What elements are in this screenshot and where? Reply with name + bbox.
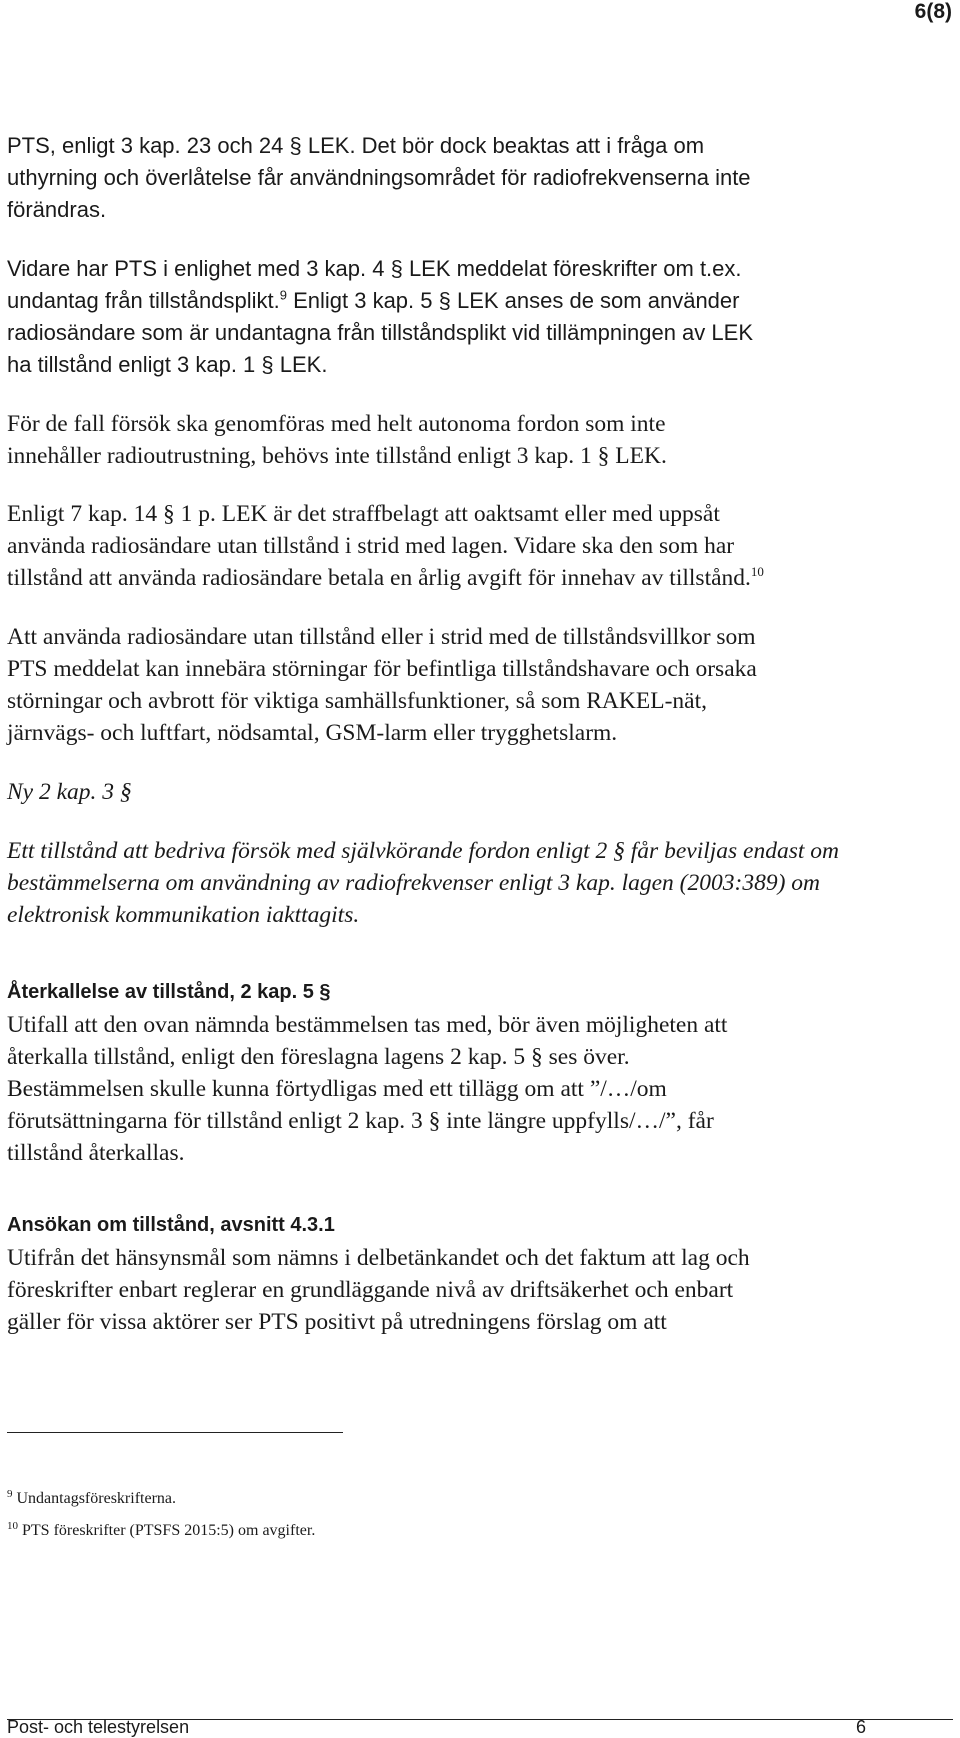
text-line: järnvägs- och luftfart, nödsamtal, GSM-larm eller trygghetslarm. <box>7 720 618 746</box>
paragraph-9 <box>7 1242 907 1338</box>
text-line: Vidare har PTS i enlighet med 3 kap. 4 § LEK meddelat föreskrifter om t.ex. <box>7 256 742 281</box>
footnote-ref-9[interactable]: 9 <box>279 287 287 303</box>
footnote-10 <box>7 1515 315 1547</box>
footnote-number: 9 <box>7 1487 13 1500</box>
paragraph-4 <box>7 498 907 594</box>
text-segment: tillstånd att använda radiosändare betala en årlig avgift för innehav av tillstånd. <box>7 565 751 591</box>
footnote-divider <box>7 1432 343 1433</box>
text-line: PTS meddelat kan innebära störningar för befintliga tillståndshavare och orsaka <box>7 656 757 682</box>
text-segment: Enligt 3 kap. 5 § LEK anses de som använder <box>286 288 740 313</box>
text-line: återkalla tillstånd, enligt den föreslagna lagens 2 kap. 5 § ses över. <box>7 1044 630 1070</box>
text-line: använda radiosändare utan tillstånd i strid med lagen. Vidare ska den som har <box>7 533 735 559</box>
paragraph-2 <box>7 253 907 381</box>
text-line: Utifrån det hänsynsmål som nämns i delbetänkandet och det faktum att lag och <box>7 1245 750 1271</box>
text-line: förändras. <box>7 197 107 222</box>
footer-organization: Post- och telestyrelsen <box>7 1717 190 1737</box>
text-line: förutsättningarna för tillstånd enligt 2 kap. 3 § inte längre uppfylls/…/”, får <box>7 1108 714 1134</box>
text-line: Ett tillstånd att bedriva försök med självkörande fordon enligt 2 § får beviljas endast om <box>7 838 840 864</box>
text-line: Utifall att den ovan nämnda bestämmelsen tas med, bör även möjligheten att <box>7 1012 728 1038</box>
paragraph-3 <box>7 408 907 472</box>
footnote-text: PTS föreskrifter (PTSFS 2015:5) om avgifter. <box>22 1522 316 1539</box>
document-body <box>7 130 907 1338</box>
paragraph-5 <box>7 621 907 749</box>
footnote-number: 10 <box>7 1519 18 1532</box>
text-line: gäller för vissa aktörer ser PTS positivt på utredningens förslag om att <box>7 1309 667 1335</box>
footnotes <box>7 1483 315 1547</box>
text-segment: undantag från tillståndsplikt. <box>7 288 280 313</box>
text-line: föreskrifter enbart reglerar en grundläggande nivå av driftsäkerhet och enbart <box>7 1277 734 1303</box>
text-line <box>7 562 907 594</box>
text-line: bestämmelserna om användning av radiofrekvenser enligt 3 kap. lagen (2003:389) om <box>7 870 820 896</box>
footnote-text: Undantagsföreskrifterna. <box>16 1490 176 1507</box>
text-line: Enligt 7 kap. 14 § 1 p. LEK är det straffbelagt att oaktsamt eller med uppsåt <box>7 501 720 527</box>
footer-page-number: 6 <box>856 1717 867 1737</box>
proposed-section-title: Ny 2 kap. 3 § <box>7 779 132 805</box>
section-heading-revocation: Återkallelse av tillstånd, 2 kap. 5 § <box>7 981 331 1003</box>
text-line: uthyrning och överlåtelse får användningsområdet för radiofrekvenserna inte <box>7 165 751 190</box>
text-line: PTS, enligt 3 kap. 23 och 24 § LEK. Det bör dock beaktas att i fråga om <box>7 133 705 158</box>
text-line: radiosändare som är undantagna från tillståndsplikt vid tillämpningen av LEK <box>7 320 753 345</box>
text-line: Bestämmelsen skulle kunna förtydligas med ett tillägg om att ”/…/om <box>7 1076 667 1102</box>
proposed-section-text <box>7 835 907 931</box>
footnote-ref-10[interactable]: 10 <box>750 564 764 580</box>
paragraph-8 <box>7 1009 907 1169</box>
section-heading-application: Ansökan om tillstånd, avsnitt 4.3.1 <box>7 1214 335 1236</box>
page-number: 6(8) <box>914 0 952 23</box>
text-line: Att använda radiosändare utan tillstånd eller i strid med de tillståndsvillkor som <box>7 624 756 650</box>
text-line: ha tillstånd enligt 3 kap. 1 § LEK. <box>7 352 328 377</box>
text-line: störningar och avbrott för viktiga samhällsfunktioner, så som RAKEL-nät, <box>7 688 707 714</box>
text-line: elektronisk kommunikation iakttagits. <box>7 902 360 928</box>
text-line: innehåller radioutrustning, behövs inte tillstånd enligt 3 kap. 1 § LEK. <box>7 443 667 469</box>
text-line: För de fall försök ska genomföras med helt autonoma fordon som inte <box>7 411 666 437</box>
text-line: tillstånd återkallas. <box>7 1140 185 1166</box>
footnote-9 <box>7 1483 315 1515</box>
paragraph-1 <box>7 130 907 226</box>
text-line <box>7 285 907 317</box>
